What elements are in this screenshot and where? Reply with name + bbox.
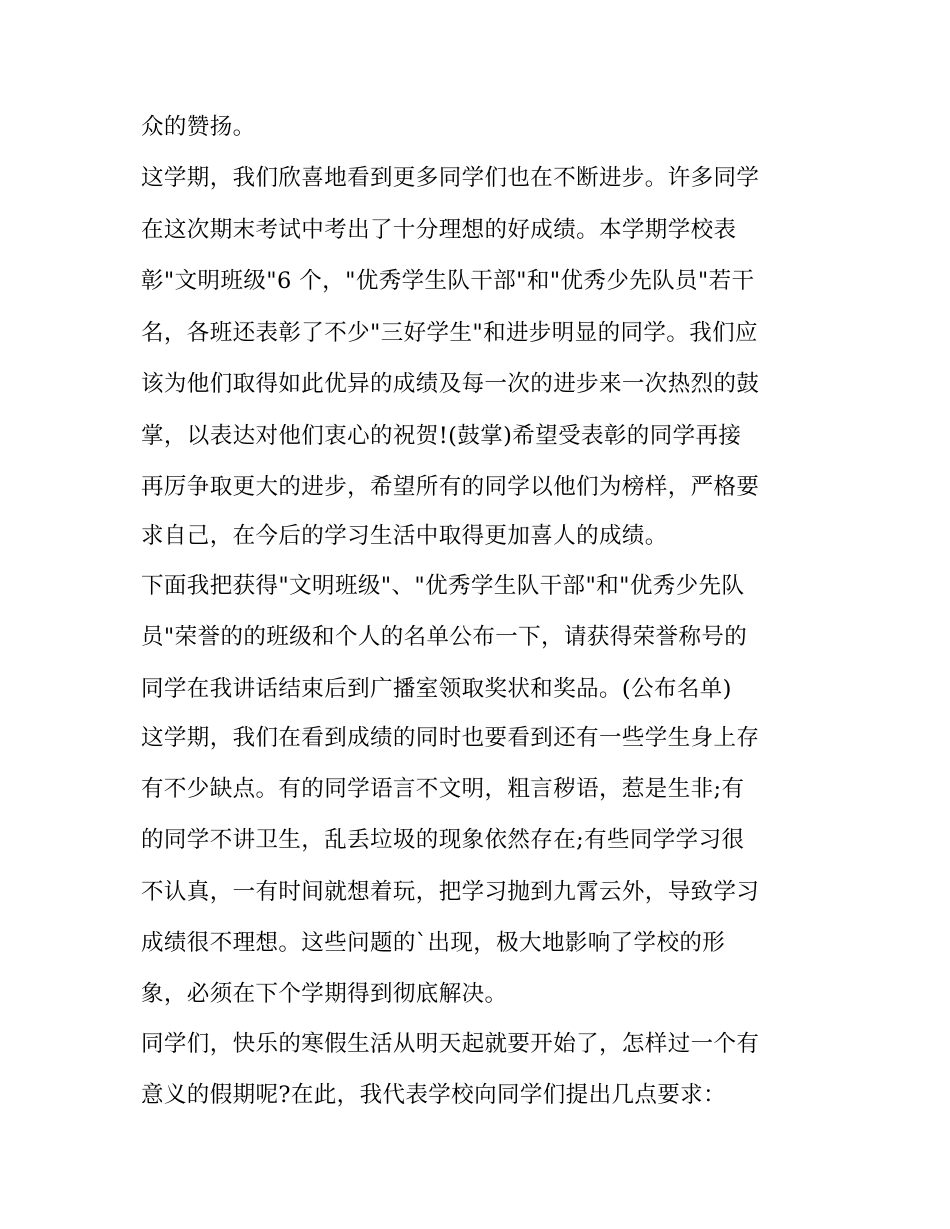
text-line: 众的赞扬。 <box>141 114 256 140</box>
text-line: 这学期，我们欣喜地看到更多同学们也在不断进步。许多同学 <box>141 165 760 191</box>
text-line: 同学们，快乐的寒假生活从明天起就要开始了，怎样过一个有 <box>141 1031 760 1057</box>
text-line: 的同学不讲卫生，乱丢垃圾的现象依然存在;有些同学学习很 <box>141 827 745 853</box>
text-line: 再厉争取更大的进步，希望所有的同学以他们为榜样，严格要 <box>141 474 760 500</box>
text-line: 员"荣誉的的班级和个人的名单公布一下，请获得荣誉称号的 <box>141 624 748 650</box>
text-line: 成绩很不理想。这些问题的`出现，极大地影响了学校的形 <box>141 930 726 956</box>
text-line: 不认真，一有时间就想着玩，把学习抛到九霄云外，导致学习 <box>141 879 760 905</box>
text-line: 意义的假期呢?在此，我代表学校向同学们提出几点要求： <box>141 1082 726 1108</box>
text-line: 有不少缺点。有的同学语言不文明，粗言秽语，惹是生非;有 <box>141 776 745 802</box>
text-line: 名，各班还表彰了不少"三好学生"和进步明显的同学。我们应 <box>141 320 758 346</box>
text-line: 在这次期末考试中考出了十分理想的好成绩。本学期学校表 <box>141 217 737 243</box>
text-line: 这学期，我们在看到成绩的同时也要看到还有一些学生身上存 <box>141 725 760 751</box>
text-line: 同学在我讲话结束后到广播室领取奖状和奖品。(公布名单) <box>141 676 732 702</box>
text-line: 下面我把获得"文明班级"、"优秀学生队干部"和"优秀少先队 <box>141 573 745 599</box>
text-line: 象，必须在下个学期得到彻底解决。 <box>141 981 508 1007</box>
text-line: 求自己，在今后的学习生活中取得更加喜人的成绩。 <box>141 523 668 549</box>
text-line: 彰"文明班级"6 个，"优秀学生队干部"和"优秀少先队员"若干 <box>141 268 755 294</box>
text-line: 掌，以表达对他们衷心的祝贺!(鼓掌)希望受表彰的同学再接 <box>141 423 742 449</box>
text-line: 该为他们取得如此优异的成绩及每一次的进步来一次热烈的鼓 <box>141 371 760 397</box>
